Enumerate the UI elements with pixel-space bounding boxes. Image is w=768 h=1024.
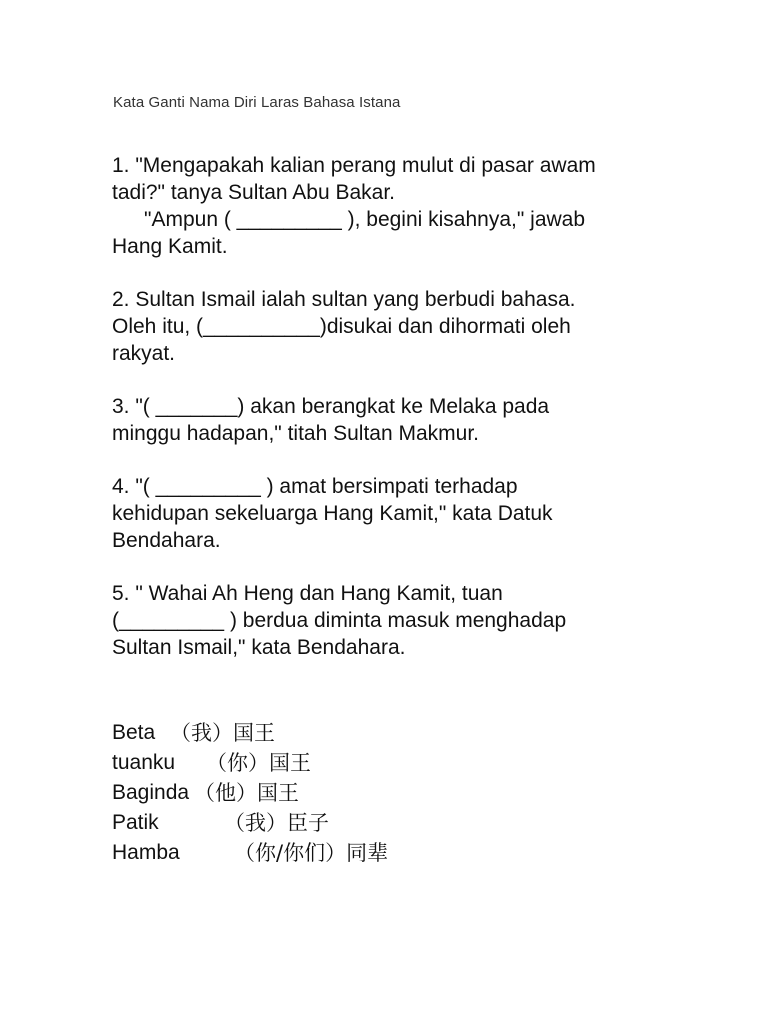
legend-meaning: （我）国王 — [170, 721, 275, 745]
question-line: Oleh itu, (__________)disukai dan dihormati oleh — [112, 315, 571, 338]
pronoun-legend — [112, 718, 388, 868]
question-4 — [112, 473, 672, 554]
legend-row — [112, 748, 388, 778]
question-5 — [112, 580, 672, 661]
question-line: (_________ ) berdua diminta masuk menghadap — [112, 609, 567, 632]
question-line: Bendahara. — [112, 529, 221, 552]
question-line: rakyat. — [112, 342, 176, 365]
question-line: minggu hadapan," titah Sultan Makmur. — [112, 422, 480, 445]
legend-meaning: （他）国王 — [194, 781, 299, 805]
question-line: 5. " Wahai Ah Heng dan Hang Kamit, tuan — [112, 582, 503, 605]
legend-row — [112, 808, 388, 838]
legend-meaning: （你/你们）同辈 — [234, 841, 389, 865]
legend-term: tuanku — [112, 751, 176, 774]
question-line: 3. "( _______) akan berangkat ke Melaka pada — [112, 395, 550, 418]
legend-term: Beta — [112, 721, 156, 744]
legend-row — [112, 838, 388, 868]
legend-term: Hamba — [112, 841, 180, 864]
question-line: 2. Sultan Ismail ialah sultan yang berbudi bahasa. — [112, 288, 576, 311]
legend-meaning: （你）国王 — [206, 751, 311, 775]
question-line: tadi?" tanya Sultan Abu Bakar. — [112, 181, 395, 204]
question-line: kehidupan sekeluarga Hang Kamit," kata Datuk — [112, 502, 553, 525]
legend-row — [112, 718, 388, 748]
question-line: Hang Kamit. — [112, 235, 228, 258]
question-line: "Ampun ( _________ ), begini kisahnya," jawab — [144, 208, 586, 231]
question-line: 1. "Mengapakah kalian perang mulut di pasar awam — [112, 154, 596, 177]
legend-row — [112, 778, 388, 808]
question-3 — [112, 393, 672, 447]
legend-meaning: （我）臣子 — [224, 811, 329, 835]
question-list — [112, 152, 672, 661]
legend-term: Patik — [112, 811, 159, 834]
question-1 — [112, 152, 672, 260]
question-line: 4. "( _________ ) amat bersimpati terhadap — [112, 475, 518, 498]
question-line: Sultan Ismail," kata Bendahara. — [112, 636, 406, 659]
legend-term: Baginda — [112, 781, 190, 804]
document-title: Kata Ganti Nama Diri Laras Bahasa Istana — [113, 94, 401, 111]
question-2 — [112, 286, 672, 367]
